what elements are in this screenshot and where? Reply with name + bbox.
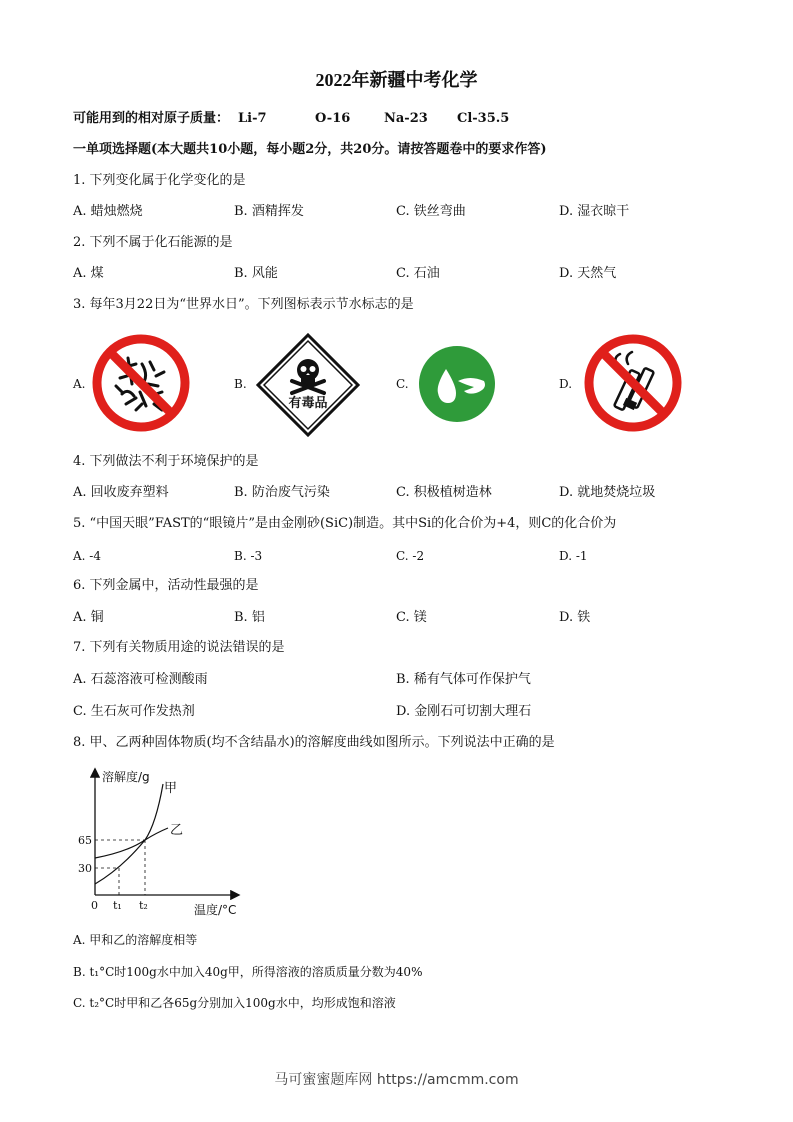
atomic-mass-li: Li-7 xyxy=(238,111,267,126)
question-5-stem: 5. “中国天眼”FAST的“眼镜片”是由金刚砂(SiC)制造。其中Si的化合价为+4，则C的化合价为 xyxy=(73,516,617,531)
q7-option-c: C. 生石灰可作发热剂 xyxy=(73,704,195,719)
toxic-label: 有毒品 xyxy=(288,396,328,411)
question-1-stem: 1. 下列变化属于化学变化的是 xyxy=(73,173,246,188)
water-saving-icon xyxy=(418,345,496,423)
q5-option-d: D. -1 xyxy=(559,549,588,563)
question-4-stem: 4. 下列做法不利于环境保护的是 xyxy=(73,454,259,469)
x-tick-t1: t₁ xyxy=(113,899,122,912)
y-tick-65: 65 xyxy=(78,834,92,847)
curve-label-jia: 甲 xyxy=(164,781,178,796)
q3-option-b: B. xyxy=(234,377,247,391)
q3-option-a: A. xyxy=(73,377,86,391)
q7-option-a: A. 石蕊溶液可检测酸雨 xyxy=(73,672,208,687)
x-tick-t2: t₂ xyxy=(139,899,148,912)
q5-option-a: A. -4 xyxy=(73,549,101,563)
q1-option-a: A. 蜡烛燃烧 xyxy=(73,204,143,219)
atomic-mass-o: O-16 xyxy=(315,111,351,126)
q6-option-a: A. 铜 xyxy=(73,610,104,625)
q6-option-c: C. 镁 xyxy=(396,610,427,625)
q1-option-c: C. 铁丝弯曲 xyxy=(396,204,466,219)
q6-option-b: B. 铝 xyxy=(234,610,265,625)
question-2-stem: 2. 下列不属于化石能源的是 xyxy=(73,235,233,250)
atomic-mass-label: 可能用到的相对原子质量： xyxy=(73,111,230,126)
curve-yi xyxy=(95,828,168,858)
q4-option-d: D. 就地焚烧垃圾 xyxy=(559,485,656,500)
question-7-stem: 7. 下列有关物质用途的说法错误的是 xyxy=(73,640,285,655)
q1-option-d: D. 湿衣晾干 xyxy=(559,204,630,219)
section-heading: 一单项选择题(本大题共10小题，每小题2分，共20分。请按答题卷中的要求作答) xyxy=(73,142,547,157)
q8-option-a: A. 甲和乙的溶解度相等 xyxy=(73,933,198,947)
x-axis-label: 温度/°C xyxy=(194,903,237,917)
curve-label-yi: 乙 xyxy=(170,823,184,838)
q2-option-b: B. 风能 xyxy=(234,266,278,281)
q6-option-d: D. 铁 xyxy=(559,610,591,625)
q7-option-b: B. 稀有气体可作保护气 xyxy=(396,672,531,687)
y-axis-label: 溶解度/g xyxy=(102,770,150,784)
q8-option-c: C. t₂°C时甲和乙各65g分别加入100g水中，均形成饱和溶液 xyxy=(73,996,396,1010)
atomic-mass-na: Na-23 xyxy=(384,111,428,126)
no-fireworks-icon xyxy=(92,334,190,432)
atomic-mass-cl: Cl-35.5 xyxy=(457,111,510,126)
q2-option-a: A. 煤 xyxy=(73,266,104,281)
question-3-stem: 3. 每年3月22日为“世界水日”。下列图标表示节水标志的是 xyxy=(73,297,414,312)
q2-option-d: D. 天然气 xyxy=(559,266,617,281)
no-smoking-icon xyxy=(584,334,682,432)
origin-label: 0 xyxy=(91,899,98,912)
question-6-stem: 6. 下列金属中，活动性最强的是 xyxy=(73,578,259,593)
q1-option-b: B. 酒精挥发 xyxy=(234,204,304,219)
q5-option-b: B. -3 xyxy=(234,549,263,563)
toxic-goods-icon xyxy=(256,333,360,437)
q2-option-c: C. 石油 xyxy=(396,266,440,281)
q5-option-c: C. -2 xyxy=(396,549,425,563)
q4-option-c: C. 积极植树造林 xyxy=(396,485,492,500)
q3-option-c: C. xyxy=(396,377,409,391)
footer-watermark: 马可蜜蜜题库网 https://amcmm.com xyxy=(274,1072,519,1088)
question-8-stem: 8. 甲、乙两种固体物质(均不含结晶水)的溶解度曲线如图所示。下列说法中正确的是 xyxy=(73,735,555,750)
q7-option-d: D. 金刚石可切割大理石 xyxy=(396,704,532,719)
solubility-graph xyxy=(72,762,252,922)
curve-jia xyxy=(95,784,163,884)
y-tick-30: 30 xyxy=(78,862,92,875)
q3-option-d: D. xyxy=(559,377,573,391)
q8-option-b: B. t₁°C时100g水中加入40g甲，所得溶液的溶质质量分数为40% xyxy=(73,965,423,979)
page-title: 2022年新疆中考化学 xyxy=(315,70,478,90)
q4-option-a: A. 回收废弃塑料 xyxy=(73,485,169,500)
q4-option-b: B. 防治废气污染 xyxy=(234,485,330,500)
